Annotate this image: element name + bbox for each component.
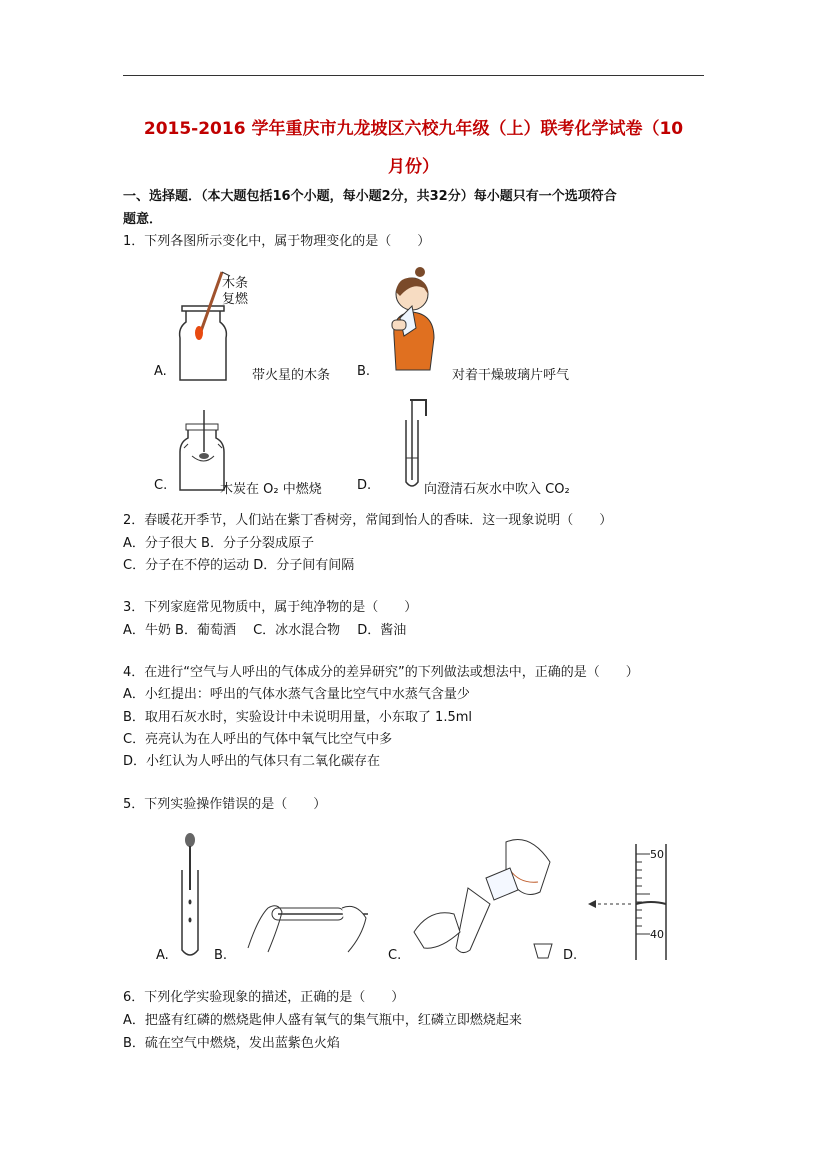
q5-a-label: A. [156,948,169,963]
q1-b-caption: 对着干燥玻璃片呼气 [452,368,570,383]
q5-figure-c-pouring [410,832,570,960]
q5-stem: 5．下列实验操作错误的是（ ） [123,797,327,812]
q4-option-c: C．亮亮认为在人呼出的气体中氧气比空气中多 [123,732,393,747]
section-heading-line2: 题意． [123,212,163,227]
q4-option-b: B．取用石灰水时，实验设计中未说明用量，小东取了 1.5ml [123,710,473,725]
header-rule [123,75,704,76]
q1-d-label: D. [357,478,372,493]
q1-a-label: A. [154,364,167,379]
q5-figure-a-dropper [178,832,202,960]
q1-figure-b-girl [382,266,446,378]
q5-figure-b-tube-hands [238,888,378,956]
q4-option-a: A．小红提出：呼出的气体水蒸气含量比空气中水蒸气含量少 [123,687,470,702]
q6-option-b: B．硫在空气中燃烧，发出蓝紫色火焰 [123,1036,340,1051]
q2-options-ab: A．分子很大 B．分子分裂成原子 [123,536,314,551]
q1-c-label: C. [154,478,168,493]
q1-a-note1: 木条 [222,276,249,291]
q5-d-label: D. [563,948,578,963]
q5-scale-top: 50 [650,848,664,861]
q2-stem: 2．春暖花开季节，人们站在紫丁香树旁，常闻到怡人的香味．这一现象说明（ ） [123,513,613,528]
q1-c-caption: 木炭在 O₂ 中燃烧 [220,482,322,497]
q2-options-cd: C．分子在不停的运动 D．分子间有间隔 [123,558,355,573]
q1-a-caption: 带火星的木条 [252,368,331,383]
q5-c-label: C. [388,948,402,963]
q5-scale-bottom: 40 [650,928,664,941]
section-heading-line1: 一、选择题．（本大题包括16个小题，每小题2分，共32分）每小题只有一个选项符合 [123,189,617,204]
q3-stem: 3．下列家庭常见物质中，属于纯净物的是（ ） [123,600,418,615]
q4-stem: 4．在进行“空气与人呼出的气体成分的差异研究”的下列做法或想法中，正确的是（ ） [123,665,639,680]
page-title-line2: 月份） [388,157,439,177]
q6-option-a: A．把盛有红磷的燃烧匙伸人盛有氧气的集气瓶中，红磷立即燃烧起来 [123,1013,522,1028]
q1-b-label: B. [357,364,371,379]
q5-b-label: B. [214,948,228,963]
q3-options: A．牛奶 B．葡萄酒 C．冰水混合物 D．酱油 [123,623,407,638]
q1-stem: 1．下列各图所示变化中，属于物理变化的是（ ） [123,234,431,249]
q1-a-note2: 复燃 [222,292,249,307]
q1-d-caption: 向澄清石灰水中吹入 CO₂ [424,482,570,497]
q6-stem: 6．下列化学实验现象的描述，正确的是（ ） [123,990,405,1005]
page-title-line1: 2015-2016 学年重庆市九龙坡区六校九年级（上）联考化学试卷（10 [143,119,684,139]
q4-option-d: D．小红认为人呼出的气体只有二氧化碳存在 [123,754,381,769]
